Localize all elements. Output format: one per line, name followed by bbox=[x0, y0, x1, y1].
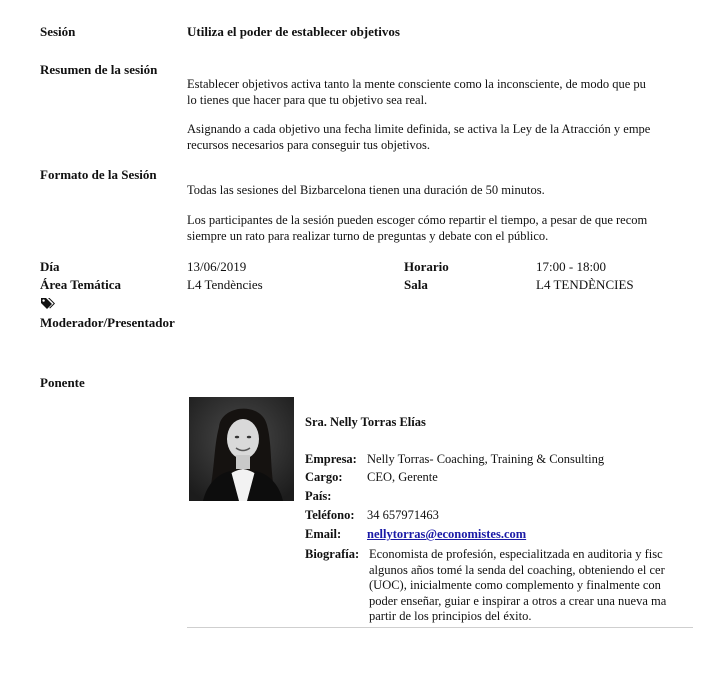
summary-p2-line2: recursos necesarios para conseguir tus objetivos. bbox=[187, 138, 430, 152]
format-p2-line2: siempre un rato para realizar turno de preguntas y debate con el público. bbox=[187, 229, 549, 243]
room-label: Sala bbox=[404, 277, 428, 292]
country-label: País: bbox=[305, 489, 332, 503]
company-value: Nelly Torras- Coaching, Training & Consulting bbox=[367, 452, 605, 466]
format-label: Formato de la Sesión bbox=[40, 167, 157, 182]
email-label: Email: bbox=[305, 527, 342, 541]
format-paragraph-2 bbox=[187, 212, 693, 244]
day-value: 13/06/2019 bbox=[187, 259, 247, 274]
bio-line: algunos años tomé la senda del coaching, obteniendo el cer bbox=[369, 562, 665, 577]
summary-p1-line1: Establecer objetivos activa tanto la mente consciente como la inconsciente, de modo que pu bbox=[187, 77, 646, 91]
session-label: Sesión bbox=[40, 24, 76, 39]
format-p2-line1: Los participantes de la sesión pueden escoger cómo repartir el tiempo, a pesar de que recom bbox=[187, 213, 648, 227]
bio-line: Economista de profesión, especialitzada en auditoria y fisc bbox=[369, 547, 663, 561]
position-label: Cargo: bbox=[305, 470, 343, 484]
position-row bbox=[305, 470, 438, 485]
area-label: Área Temática bbox=[40, 277, 121, 292]
schedule-label: Horario bbox=[404, 259, 449, 274]
speaker-divider bbox=[187, 627, 693, 628]
moderator-label: Moderador/Presentador bbox=[40, 315, 175, 330]
email-link[interactable]: nellytorras@economistes.com bbox=[367, 527, 527, 541]
email-row bbox=[305, 527, 526, 542]
schedule-value: 17:00 - 18:00 bbox=[536, 259, 607, 274]
format-paragraph-1: Todas las sesiones del Bizbarcelona tienen una duración de 50 minutos. bbox=[187, 183, 545, 197]
summary-p2-line1: Asignando a cada objetivo una fecha limite definida, se activa la Ley de la Atracción y empe bbox=[187, 122, 651, 136]
bio-line: poder enseñar, guiar e inspirar a otros a crear una nueva ma bbox=[369, 593, 667, 608]
session-title: Utiliza el poder de establecer objetivos bbox=[187, 24, 400, 39]
company-row bbox=[305, 452, 604, 467]
company-label: Empresa: bbox=[305, 452, 357, 466]
speaker-name: Sra. Nelly Torras Elías bbox=[305, 415, 426, 429]
bio-row bbox=[305, 547, 367, 562]
summary-p1-line2: lo tienes que hacer para que tu objetivo sea real. bbox=[187, 93, 428, 107]
summary-paragraph-1 bbox=[187, 76, 693, 108]
speaker-photo bbox=[189, 397, 294, 501]
position-value: CEO, Gerente bbox=[367, 470, 438, 484]
area-value: L4 Tendències bbox=[187, 277, 263, 292]
bio-line: (UOC), inicialmente como complemento y finalmente con bbox=[369, 578, 661, 592]
day-label: Día bbox=[40, 259, 60, 274]
bio-label: Biografía: bbox=[305, 547, 360, 561]
bio-line: partir de los principios del éxito. bbox=[369, 609, 532, 623]
country-row bbox=[305, 489, 367, 504]
room-value: L4 TENDÈNCIES bbox=[536, 277, 634, 292]
speaker-section-label: Ponente bbox=[40, 375, 85, 390]
summary-label: Resumen de la sesión bbox=[40, 62, 158, 77]
summary-paragraph-2 bbox=[187, 121, 693, 153]
phone-label: Teléfono: bbox=[305, 508, 355, 522]
bio-text bbox=[369, 547, 693, 625]
phone-row bbox=[305, 508, 439, 523]
phone-value: 34 657971463 bbox=[367, 508, 439, 522]
tags-icon bbox=[40, 297, 56, 311]
